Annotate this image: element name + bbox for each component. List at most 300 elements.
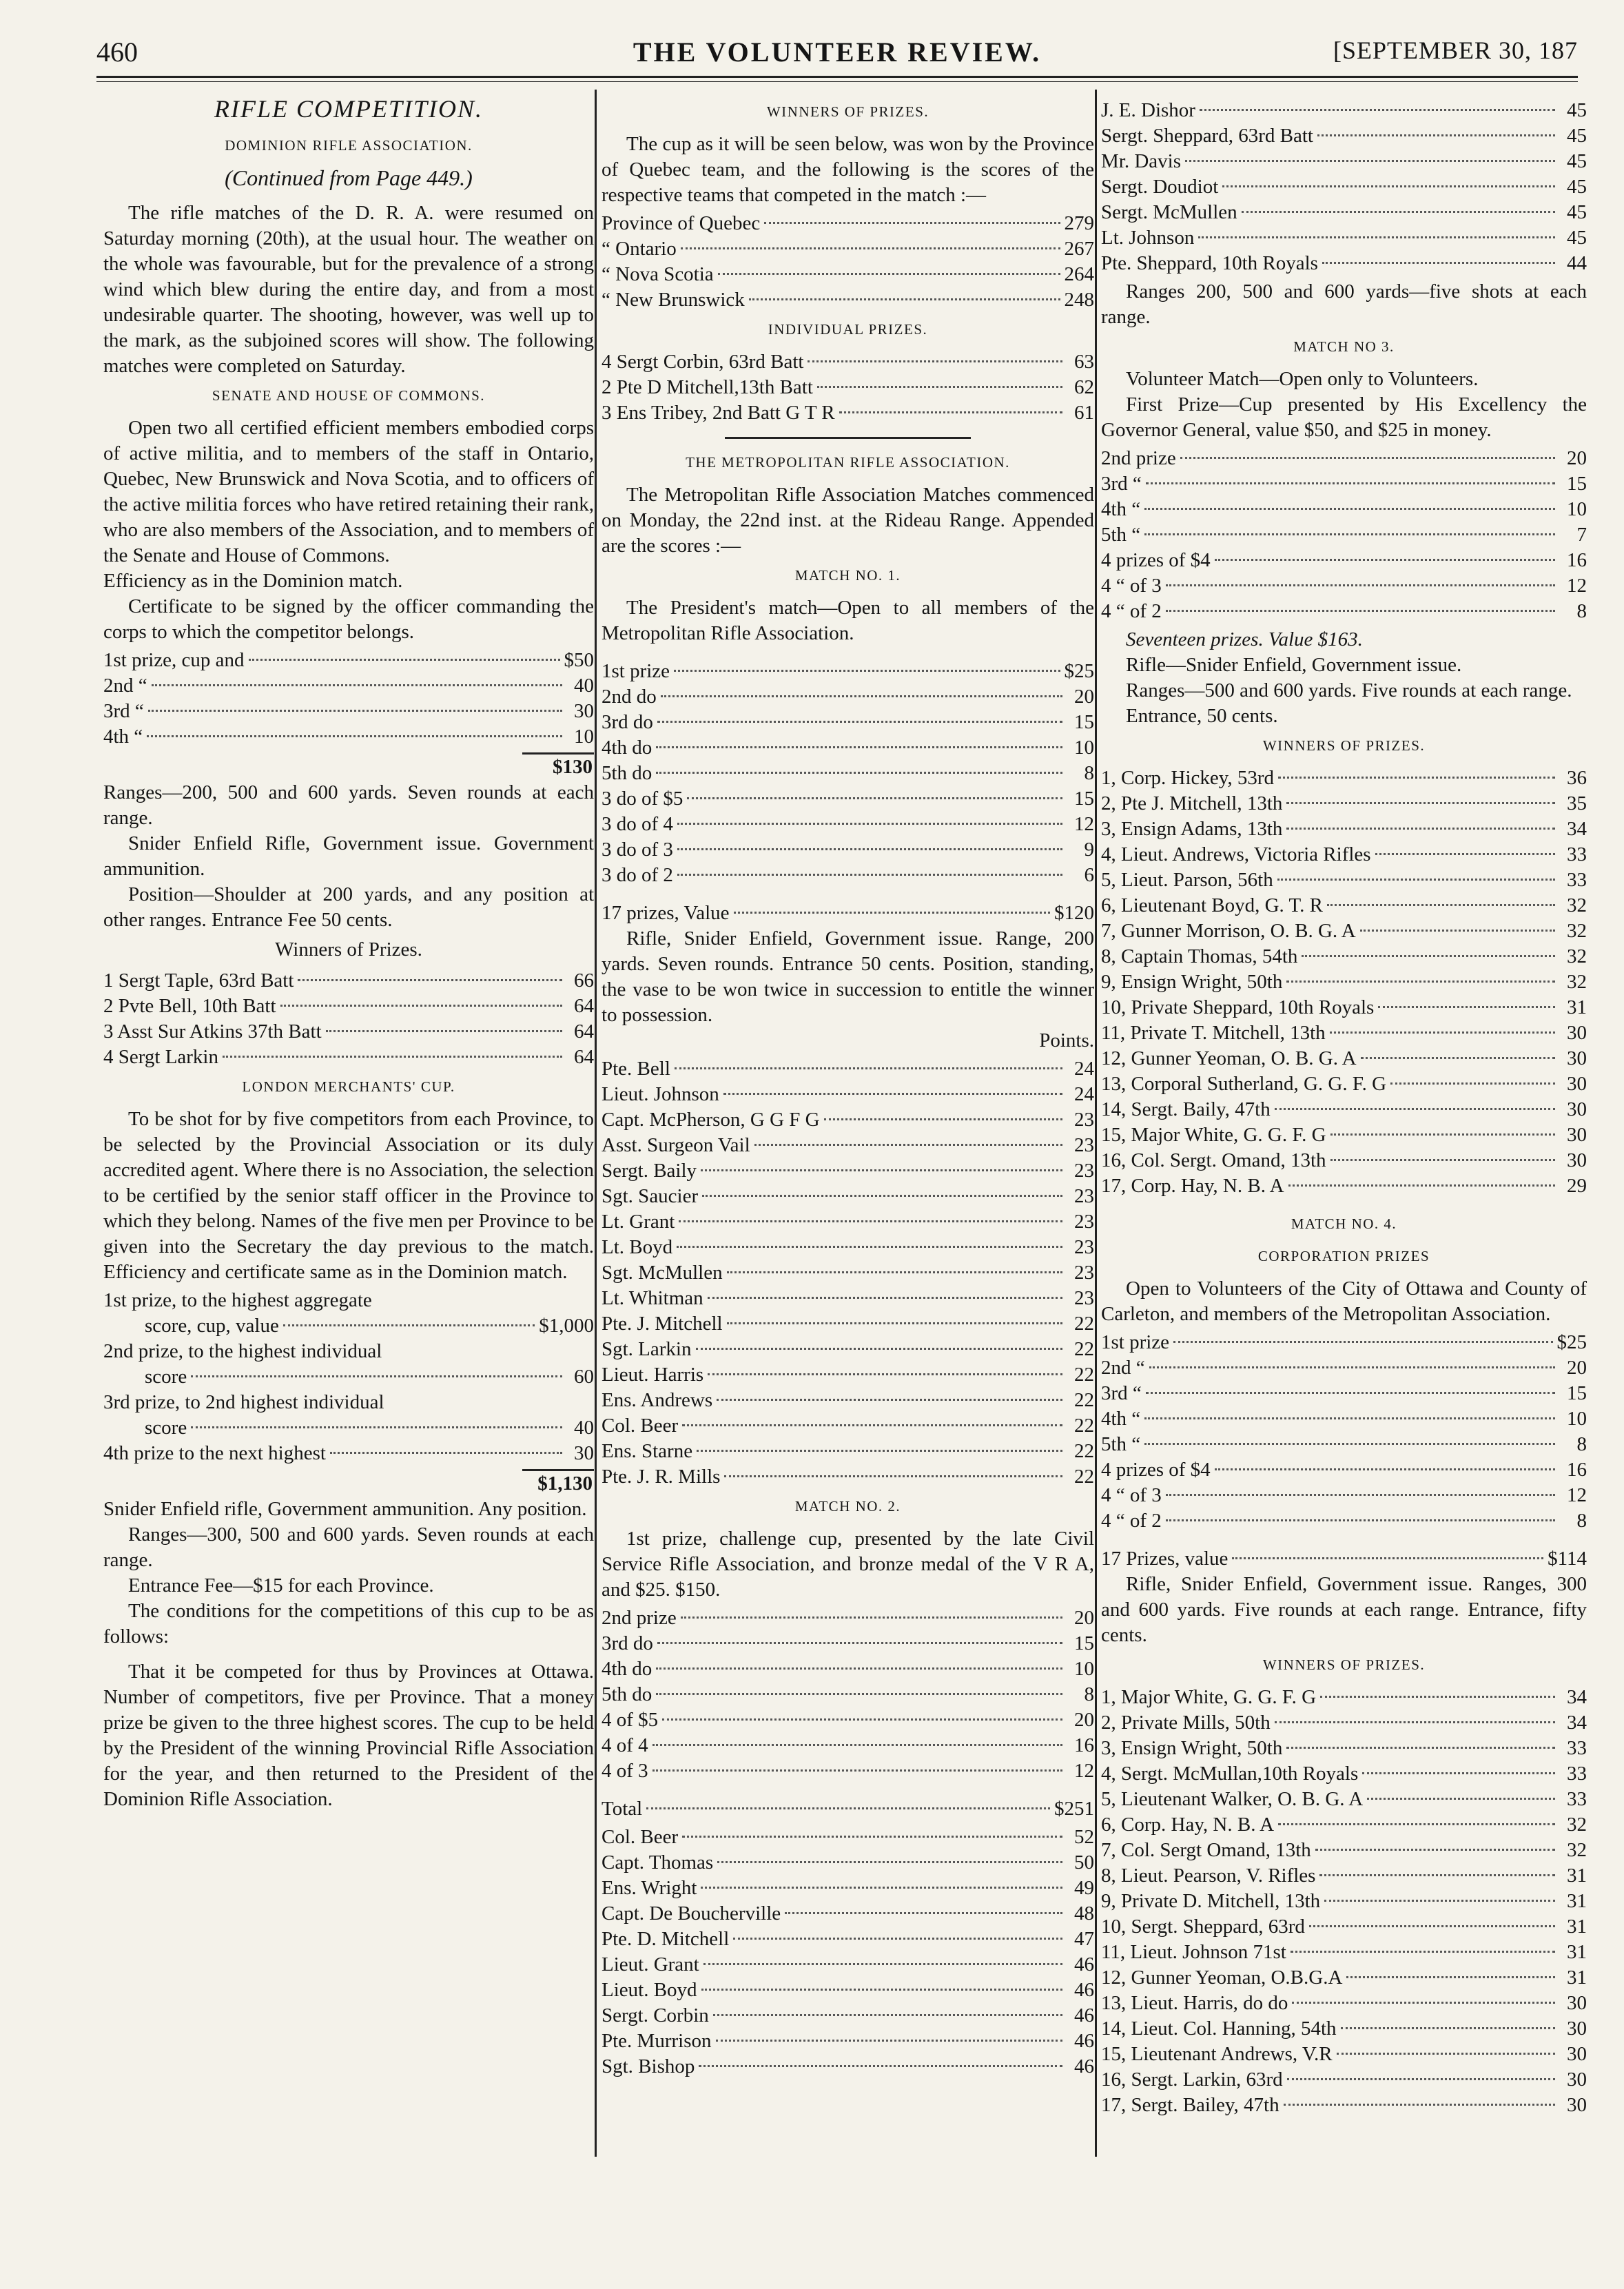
- row-label: 4th “: [103, 726, 143, 748]
- list-row: [1101, 791, 1587, 817]
- london-paragraph: That it be competed for thus by Provinces at Ottawa. Number of competitors, five per Province. That a money prize be given to the three highest scores. The cup to be held by the President of the winning Provincial Rifle Association for the year, and then returned to the President of the Dominion Rifle Association.: [103, 1661, 594, 1810]
- row-label: Pte. Sheppard, 10th Royals: [1101, 252, 1318, 274]
- row-value: 60: [574, 1366, 594, 1388]
- list-row: [602, 262, 1094, 287]
- section-divider: [725, 437, 972, 439]
- prize-summary: 17 Prizes, value $114: [1101, 1548, 1587, 1570]
- row-value: 45: [1567, 125, 1587, 147]
- row-value: 23: [1074, 1185, 1094, 1207]
- row-label: 3 do of 4: [602, 813, 673, 835]
- list-row: [1101, 1914, 1587, 1940]
- row-value: 33: [1567, 1788, 1587, 1810]
- row-value: 31: [1567, 1890, 1587, 1912]
- row-value: 40: [574, 1417, 594, 1439]
- row-value: 15: [1074, 788, 1094, 810]
- row-label: 4 “ of 3: [1101, 1484, 1162, 1506]
- list-row: [602, 2054, 1094, 2080]
- row-value: 30: [574, 700, 594, 722]
- row-value: 46: [1074, 1953, 1094, 1975]
- list-row: [1101, 2016, 1587, 2042]
- row-label: 5th do: [602, 1683, 652, 1705]
- metro-paragraph: The Metropolitan Rifle Association Matches commenced on Monday, the 22nd inst. at the Rideau Range. Appended are the scores :—: [602, 484, 1094, 557]
- prize-list: [602, 1605, 1094, 1784]
- row-value: 16: [1567, 1459, 1587, 1481]
- row-label: 4th “: [1101, 498, 1141, 520]
- row-value: 31: [1567, 1865, 1587, 1887]
- row-label: 11, Lieut. Johnson 71st: [1101, 1941, 1286, 1963]
- row-label: 9, Ensign Wright, 50th: [1101, 971, 1283, 993]
- match3-paragraph: Volunteer Match—Open only to Volunteers.: [1126, 368, 1479, 390]
- row-value: 63: [1074, 351, 1094, 373]
- prize-total: $1,130: [103, 1469, 594, 1497]
- intro-paragraph: The rifle matches of the D. R. A. were resumed on Saturday morning (20th), at the usual hour. The weather on the whole was favourable, but for the prevalence of a strong wind which blew during the entire day, and from a most undesirable quarter. The shooting, however, was well up to the mark, as the subjoined scores will show. The following matches were completed on Saturday.: [103, 202, 594, 377]
- list-row: [1101, 1991, 1587, 2016]
- list-row: [1101, 868, 1587, 893]
- row-value: 24: [1074, 1058, 1094, 1080]
- row-label: 4 “ of 2: [1101, 600, 1162, 622]
- row-value: 34: [1567, 1712, 1587, 1734]
- row-label: 10, Sergt. Sheppard, 63rd: [1101, 1916, 1305, 1938]
- list-row: [1101, 1381, 1587, 1406]
- list-row: [1101, 225, 1587, 251]
- list-row: [1101, 995, 1587, 1020]
- list-row: [602, 1825, 1094, 1850]
- row-value: 12: [1567, 575, 1587, 597]
- row-label: 1st prize: [602, 660, 670, 682]
- row-value: 64: [574, 995, 594, 1017]
- senate-paragraph: Certificate to be signed by the officer commanding the corps to which the competitor belongs.: [103, 595, 594, 643]
- list-row: [1101, 1685, 1587, 1710]
- row-value: 32: [1567, 920, 1587, 942]
- match3-paragraph: Entrance, 50 cents.: [1126, 705, 1278, 727]
- row-label: 3 do of $5: [602, 788, 683, 810]
- london-paragraph: Snider Enfield rifle, Government ammunition. Any position.: [103, 1498, 587, 1520]
- row-value: 8: [1084, 1683, 1094, 1705]
- list-row: [1101, 548, 1587, 573]
- row-value: 10: [1567, 498, 1587, 520]
- london-paragraph: Entrance Fee—$15 for each Province.: [128, 1574, 434, 1597]
- row-label: Capt. McPherson, G G F G: [602, 1109, 820, 1131]
- row-label: Col. Beer: [602, 1826, 679, 1848]
- list-row: [602, 211, 1094, 236]
- row-label: 1, Major White, G. G. F. G: [1101, 1686, 1317, 1708]
- list-row: [602, 1133, 1094, 1158]
- row-label: 8, Lieut. Pearson, V. Rifles: [1101, 1865, 1316, 1887]
- row-value: 52: [1074, 1826, 1094, 1848]
- row-label: 5, Lieut. Parson, 56th: [1101, 869, 1273, 891]
- london-paragraph: The conditions for the competitions of this cup to be as follows:: [103, 1600, 594, 1648]
- list-row: [103, 968, 594, 994]
- winners-heading: WINNERS OF PRIZES.: [766, 103, 929, 120]
- row-label: Ens. Starne: [602, 1440, 693, 1462]
- list-row: [602, 2003, 1094, 2029]
- row-value: 46: [1074, 2055, 1094, 2077]
- row-value: 30: [1567, 1073, 1587, 1095]
- row-label: 12, Gunner Yeoman, O.B.G.A: [1101, 1967, 1343, 1989]
- row-label: Sgt. McMullen: [602, 1262, 723, 1284]
- row-label: 13, Lieut. Harris, do do: [1101, 1992, 1288, 2014]
- list-row: [602, 1758, 1094, 1784]
- row-value: 32: [1567, 945, 1587, 967]
- row-label: “ Nova Scotia: [602, 263, 714, 285]
- list-row: [1101, 2042, 1587, 2067]
- row-value: 12: [1074, 1760, 1094, 1782]
- prize-total: $130: [103, 752, 594, 780]
- row-value: 16: [1074, 1734, 1094, 1756]
- row-value: 30: [1567, 2069, 1587, 2091]
- row-value: 22: [1074, 1466, 1094, 1488]
- list-row: [602, 1388, 1094, 1413]
- row-label: 3rd prize, to 2nd highest individual: [103, 1391, 384, 1413]
- list-row: [602, 400, 1094, 426]
- row-label: Lt. Boyd: [602, 1236, 673, 1258]
- province-scores: [602, 211, 1094, 313]
- row-label: Lieut. Boyd: [602, 1979, 697, 2001]
- london-paragraph: To be shot for by five competitors from each Province, to be selected by the Provincial Association or its duly accredited agent. Where there is no Association, the selection to be certified by the senior staff officer in the Province to which they belong. Names of the five men per Province to be given into the Secretary the day previous to the match. Efficiency and certificate same as in the Dominion match.: [103, 1108, 594, 1283]
- row-value: 30: [1567, 2094, 1587, 2116]
- row-label: Lt. Whitman: [602, 1287, 703, 1309]
- match2-heading: MATCH NO. 2.: [794, 1498, 901, 1515]
- row-value: 45: [1567, 227, 1587, 249]
- list-row: [103, 1045, 594, 1070]
- list-row: [602, 1056, 1094, 1082]
- row-value: 23: [1074, 1134, 1094, 1156]
- list-row: [103, 673, 594, 699]
- row-label: Lieut. Grant: [602, 1953, 699, 1975]
- winners-heading: Winners of Prizes.: [275, 938, 422, 961]
- row-value: 8: [1084, 762, 1094, 784]
- list-row: [103, 1364, 594, 1390]
- row-label: 2 Pvte Bell, 10th Batt: [103, 995, 276, 1017]
- list-row: [602, 1439, 1094, 1464]
- row-value: 23: [1074, 1262, 1094, 1284]
- row-label: score: [145, 1417, 187, 1439]
- list-row: [1101, 149, 1587, 174]
- list-row: [1101, 251, 1587, 276]
- list-row: [1101, 1736, 1587, 1761]
- winners-list: [1101, 1685, 1587, 2118]
- row-label: 3 Asst Sur Atkins 37th Batt: [103, 1020, 322, 1043]
- row-label: Pte. Bell: [602, 1058, 670, 1080]
- row-label: 1st prize, cup and: [103, 649, 245, 671]
- row-value: 20: [1567, 447, 1587, 469]
- list-row: [1101, 2093, 1587, 2118]
- row-value: 47: [1074, 1928, 1094, 1950]
- row-label: 14, Sergt. Baily, 47th: [1101, 1098, 1271, 1120]
- list-row: [602, 1850, 1094, 1876]
- row-label: Sgt. Larkin: [602, 1338, 692, 1360]
- row-label: 4th do: [602, 737, 652, 759]
- list-row: [602, 786, 1094, 812]
- row-label: 3, Ensign Adams, 13th: [1101, 818, 1283, 840]
- list-row: [103, 699, 594, 724]
- list-row: [602, 1235, 1094, 1260]
- individual-list: [602, 349, 1094, 426]
- list-row: [602, 1901, 1094, 1927]
- row-label: 1st prize: [1101, 1331, 1170, 1353]
- row-label: Pte. Murrison: [602, 2030, 712, 2052]
- row-value: 32: [1567, 971, 1587, 993]
- senate-paragraph: Snider Enfield Rifle, Government issue. Government ammunition.: [103, 832, 594, 880]
- row-value: 267: [1064, 238, 1094, 260]
- match3-paragraph: Rifle—Snider Enfield, Government issue.: [1126, 654, 1462, 676]
- row-value: 23: [1074, 1236, 1094, 1258]
- row-value: 10: [574, 726, 594, 748]
- column-1: [103, 95, 594, 1812]
- match3-paragraph: First Prize—Cup presented by His Excellency the Governor General, value $50, and $25 in money.: [1101, 393, 1587, 441]
- row-label: 2nd do: [602, 686, 657, 708]
- list-row: [103, 1415, 594, 1441]
- row-label: 2nd prize, to the highest individual: [103, 1340, 382, 1362]
- list-row: [1101, 1812, 1587, 1838]
- list-row: [602, 1286, 1094, 1311]
- prize-list: [1101, 1330, 1587, 1534]
- row-value: 34: [1567, 1686, 1587, 1708]
- match3-paragraph: Ranges—500 and 600 yards. Five rounds at each range.: [1126, 679, 1572, 701]
- list-row: [1101, 1330, 1587, 1355]
- row-label: 4 of 3: [602, 1760, 648, 1782]
- row-value: 46: [1074, 2030, 1094, 2052]
- list-row: [602, 812, 1094, 837]
- score-list: [602, 1056, 1094, 1490]
- row-label: “ New Brunswick: [602, 289, 745, 311]
- list-row: [602, 1158, 1094, 1184]
- score-list: [1101, 98, 1587, 276]
- row-label: Mr. Davis: [1101, 150, 1181, 172]
- list-row: [1101, 1020, 1587, 1046]
- list-row: [1101, 2067, 1587, 2093]
- row-value: 30: [1567, 1149, 1587, 1171]
- row-label: 3rd “: [1101, 473, 1142, 495]
- row-label: 2nd prize: [1101, 447, 1176, 469]
- row-value: 31: [1567, 1941, 1587, 1963]
- row-label: Sergt. Baily: [602, 1160, 697, 1182]
- list-row: [1101, 969, 1587, 995]
- prize-list: [103, 648, 594, 750]
- prize-summary: 17 prizes, Value $120: [602, 902, 1094, 924]
- row-value: 36: [1567, 767, 1587, 789]
- list-row: [602, 735, 1094, 761]
- winners-heading: WINNERS OF PRIZES.: [1262, 1656, 1426, 1673]
- article-title: RIFLE COMPETITION.: [214, 95, 483, 123]
- match2-paragraph: 1st prize, challenge cup, presented by the late Civil Service Rifle Association, and bronze medal of the V R A, and $25. $150.: [602, 1528, 1094, 1601]
- match1-heading: MATCH NO. 1.: [794, 567, 901, 584]
- row-value: 30: [1567, 1047, 1587, 1069]
- london-heading: LONDON MERCHANTS' CUP.: [242, 1078, 455, 1095]
- row-value: 32: [1567, 1839, 1587, 1861]
- row-value: $1,000: [539, 1315, 594, 1337]
- continued-note: (Continued from Page 449.): [225, 165, 473, 190]
- list-row: [1101, 1965, 1587, 1991]
- row-value: 62: [1074, 376, 1094, 398]
- list-row: [1101, 1889, 1587, 1914]
- row-label: J. E. Dishor: [1101, 99, 1195, 121]
- row-value: 33: [1567, 1763, 1587, 1785]
- row-label: 4th prize to the next highest: [103, 1442, 326, 1464]
- row-value: 12: [1074, 813, 1094, 835]
- row-label: 2, Pte J. Mitchell, 13th: [1101, 792, 1283, 814]
- match1-paragraph: Rifle, Snider Enfield, Government issue. Range, 200 yards. Seven rounds. Entrance 50 cents. Position, standing, the vase to be won twice in succession to entitle the winner to possession.: [602, 927, 1094, 1026]
- list-row: [1101, 893, 1587, 918]
- row-value: 24: [1074, 1083, 1094, 1105]
- row-label: 5, Lieutenant Walker, O. B. G. A: [1101, 1788, 1364, 1810]
- row-label: score, cup, value: [145, 1315, 279, 1337]
- row-label: 17, Corp. Hay, N. B. A: [1101, 1175, 1284, 1197]
- row-value: 12: [1567, 1484, 1587, 1506]
- row-label: 4 prizes of $4: [1101, 549, 1211, 571]
- list-row: [602, 349, 1094, 375]
- list-row: [602, 375, 1094, 400]
- row-label: 15, Major White, G. G. F. G: [1101, 1124, 1326, 1146]
- row-value: 8: [1576, 1433, 1587, 1455]
- row-label: 4th do: [602, 1658, 652, 1680]
- row-label: Sergt. Sheppard, 63rd Batt: [1101, 125, 1313, 147]
- row-label: 5th do: [602, 762, 652, 784]
- row-value: 20: [1074, 1709, 1094, 1731]
- row-value: 10: [1074, 1658, 1094, 1680]
- row-label: 3rd “: [103, 700, 144, 722]
- match4-heading: MATCH NO. 4.: [1291, 1215, 1397, 1232]
- row-value: 64: [574, 1046, 594, 1068]
- score-list: [602, 1825, 1094, 2080]
- row-value: 20: [1074, 686, 1094, 708]
- row-label: 12, Gunner Yeoman, O. B. G. A: [1101, 1047, 1357, 1069]
- row-label: Capt. De Boucherville: [602, 1902, 781, 1924]
- header-rule-thin: [96, 81, 1578, 82]
- row-value: 44: [1567, 252, 1587, 274]
- senate-paragraph: Ranges—200, 500 and 600 yards. Seven rounds at each range.: [103, 781, 594, 829]
- row-value: 22: [1074, 1389, 1094, 1411]
- row-value: 45: [1567, 150, 1587, 172]
- list-row: [1101, 573, 1587, 599]
- ranges-paragraph: Ranges 200, 500 and 600 yards—five shots at each range.: [1101, 280, 1587, 328]
- row-label: 5th “: [1101, 1433, 1141, 1455]
- row-label: Lt. Johnson: [1101, 227, 1195, 249]
- winners-heading: WINNERS OF PRIZES.: [1262, 737, 1426, 754]
- list-row: [602, 863, 1094, 888]
- list-row: [103, 1019, 594, 1045]
- prize-total: Total $251: [602, 1798, 1094, 1820]
- row-label: Ens. Andrews: [602, 1389, 713, 1411]
- section-heading: DOMINION RIFLE ASSOCIATION.: [225, 137, 473, 154]
- header-rule: [96, 76, 1578, 78]
- row-value: 35: [1567, 792, 1587, 814]
- list-row: [1101, 446, 1587, 471]
- row-label: 2nd “: [1101, 1357, 1145, 1379]
- row-value: 48: [1074, 1902, 1094, 1924]
- row-label: 16, Col. Sergt. Omand, 13th: [1101, 1149, 1326, 1171]
- list-row: [602, 1107, 1094, 1133]
- row-value: 15: [1567, 1382, 1587, 1404]
- row-label: 6, Corp. Hay, N. B. A: [1101, 1814, 1275, 1836]
- row-value: 22: [1074, 1364, 1094, 1386]
- list-row: [602, 837, 1094, 863]
- row-label: 4, Lieut. Andrews, Victoria Rifles: [1101, 843, 1371, 865]
- row-value: 31: [1567, 1916, 1587, 1938]
- list-row: [103, 994, 594, 1019]
- row-value: 10: [1567, 1408, 1587, 1430]
- winners-list: [103, 968, 594, 1070]
- row-label: 16, Sergt. Larkin, 63rd: [1101, 2069, 1283, 2091]
- match3-heading: MATCH NO 3.: [1293, 338, 1395, 355]
- list-row: [103, 648, 594, 673]
- row-label: Sergt. Corbin: [602, 2004, 709, 2026]
- row-value: 15: [1074, 1632, 1094, 1654]
- senate-paragraph: Efficiency as in the Dominion match.: [103, 570, 403, 592]
- list-row: [602, 1260, 1094, 1286]
- list-row: [1101, 1071, 1587, 1097]
- row-label: Pte. J. Mitchell: [602, 1313, 723, 1335]
- list-row: [602, 1733, 1094, 1758]
- list-row: [602, 1311, 1094, 1337]
- row-label: 3rd do: [602, 1632, 653, 1654]
- row-value: 46: [1074, 1979, 1094, 2001]
- list-row: [602, 287, 1094, 313]
- list-row: [1101, 944, 1587, 969]
- list-row: [602, 1978, 1094, 2003]
- row-label: 2nd prize: [602, 1607, 677, 1629]
- row-label: 9, Private D. Mitchell, 13th: [1101, 1890, 1321, 1912]
- row-value: $50: [564, 649, 594, 671]
- row-label: 4th “: [1101, 1408, 1141, 1430]
- row-label: 3 do of 3: [602, 839, 673, 861]
- list-row: [1101, 1863, 1587, 1889]
- list-row: [602, 710, 1094, 735]
- row-value: 30: [1567, 1992, 1587, 2014]
- match1-paragraph: The President's match—Open to all members of the Metropolitan Rifle Association.: [602, 597, 1094, 644]
- row-value: 279: [1064, 212, 1094, 234]
- list-row: [602, 1656, 1094, 1682]
- row-value: 66: [574, 969, 594, 992]
- column-rule-2: [1095, 90, 1097, 2157]
- row-label: Capt. Thomas: [602, 1851, 714, 1874]
- row-value: 9: [1084, 839, 1094, 861]
- row-value: 31: [1567, 1967, 1587, 1989]
- list-row: [602, 1184, 1094, 1209]
- row-value: $25: [1556, 1331, 1587, 1353]
- row-label: 4 Sergt Corbin, 63rd Batt: [602, 351, 804, 373]
- london-paragraph: Ranges—300, 500 and 600 yards. Seven rounds at each range.: [103, 1523, 594, 1571]
- row-label: score: [145, 1366, 187, 1388]
- row-value: 10: [1074, 737, 1094, 759]
- list-row: [103, 724, 594, 750]
- row-value: 23: [1074, 1160, 1094, 1182]
- list-row: [1101, 1483, 1587, 1508]
- row-label: 3 do of 2: [602, 864, 673, 886]
- list-row: [1101, 1173, 1587, 1199]
- row-value: 30: [1567, 1098, 1587, 1120]
- row-label: 2, Private Mills, 50th: [1101, 1712, 1271, 1734]
- row-label: Asst. Surgeon Vail: [602, 1134, 750, 1156]
- row-value: 15: [1074, 711, 1094, 733]
- list-row: [602, 1682, 1094, 1707]
- list-row: [103, 1313, 594, 1339]
- row-value: 8: [1576, 600, 1587, 622]
- list-row: [602, 2029, 1094, 2054]
- list-row: [1101, 817, 1587, 842]
- row-label: 1st prize, to the highest aggregate: [103, 1289, 372, 1311]
- column-2: [602, 95, 1094, 2082]
- row-label: Lieut. Johnson: [602, 1083, 719, 1105]
- list-row: [1101, 471, 1587, 497]
- senate-paragraph: Position—Shoulder at 200 yards, and any position at other ranges. Entrance Fee 50 cents.: [103, 883, 594, 931]
- list-row: [1101, 1355, 1587, 1381]
- row-value: 46: [1074, 2004, 1094, 2026]
- list-row: [602, 1362, 1094, 1388]
- row-value: 23: [1074, 1287, 1094, 1309]
- row-label: 8, Captain Thomas, 54th: [1101, 945, 1298, 967]
- list-row: [602, 1337, 1094, 1362]
